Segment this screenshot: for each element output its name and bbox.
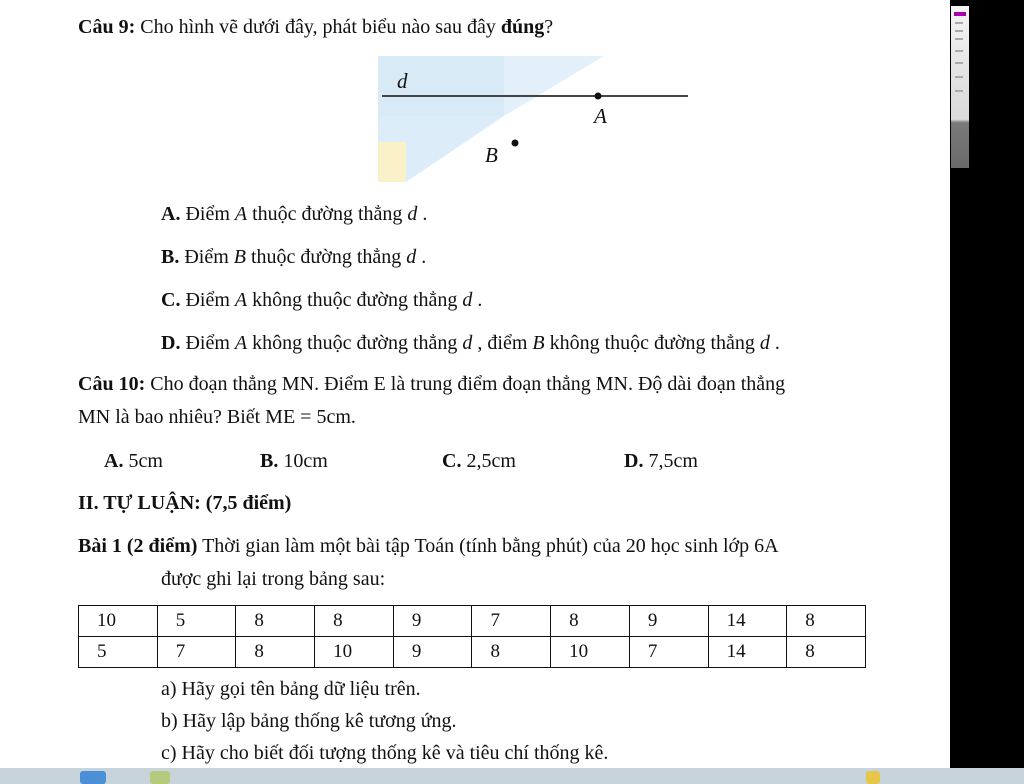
table-cell: 5 — [157, 606, 236, 637]
table-cell: 10 — [79, 606, 158, 637]
table-row — [79, 606, 866, 637]
label-a: A — [594, 104, 607, 128]
question-10-line-2: MN là bao nhiêu? Biết ME = 5cm. — [78, 406, 356, 428]
table-cell: 7 — [472, 606, 551, 637]
data-table — [78, 605, 866, 668]
taskbar-app-icon[interactable] — [150, 771, 170, 784]
table-cell: 5 — [79, 637, 158, 668]
taskbar-app-icon[interactable] — [866, 771, 880, 784]
table-cell: 8 — [551, 606, 630, 637]
q9-option-b: B. Điểm B thuộc đường thẳng d . — [161, 246, 427, 268]
q10-answer-d: D. 7,5cm — [624, 450, 698, 472]
table-cell: 8 — [787, 637, 866, 668]
table-cell: 7 — [157, 637, 236, 668]
table-cell: 9 — [393, 637, 472, 668]
geometry-figure — [376, 54, 692, 184]
table-row — [79, 637, 866, 668]
q10-answer-a: A. 5cm — [104, 450, 163, 472]
page-thumbnail[interactable] — [951, 6, 969, 168]
question-10: Câu 10: Cho đoạn thẳng MN. Điểm E là trung điểm đoạn thẳng MN. Độ dài đoạn thẳng — [78, 373, 786, 395]
exercise-1: Bài 1 (2 điểm) Thời gian làm một bài tập Toán (tính bằng phút) của 20 học sinh lớp 6A — [78, 535, 779, 557]
watermark-shape-2 — [504, 56, 604, 116]
section-heading: II. TỰ LUẬN: (7,5 điểm) — [78, 492, 292, 514]
q10-answer-c: C. 2,5cm — [442, 450, 516, 472]
thumbnail-line — [955, 38, 963, 40]
table-cell: 14 — [708, 637, 787, 668]
thumbnail-line — [955, 76, 963, 78]
thumbnail-line — [955, 62, 963, 64]
thumbnail-marker — [954, 12, 966, 16]
label-b: B — [485, 143, 498, 167]
watermark-shape-4 — [378, 142, 406, 182]
table-cell: 8 — [315, 606, 394, 637]
table-cell: 7 — [629, 637, 708, 668]
table-cell: 10 — [551, 637, 630, 668]
thumbnail-line — [955, 30, 963, 32]
sub-question-c: c) Hãy cho biết đối tượng thống kê và tiêu chí thống kê. — [161, 742, 609, 764]
thumbnail-line — [955, 50, 963, 52]
label-d: d — [397, 69, 408, 93]
table-cell: 9 — [393, 606, 472, 637]
table-cell: 14 — [708, 606, 787, 637]
sub-question-b: b) Hãy lập bảng thống kê tương ứng. — [161, 710, 457, 732]
table-cell: 10 — [315, 637, 394, 668]
exercise-1-line-2: được ghi lại trong bảng sau: — [161, 568, 386, 590]
point-a — [595, 93, 602, 100]
q9-option-c: C. Điểm A không thuộc đường thẳng d . — [161, 289, 483, 311]
table-cell: 8 — [236, 606, 315, 637]
q9-option-d: D. Điểm A không thuộc đường thẳng d , điểm B không thuộc đường thẳng d . — [161, 332, 780, 354]
taskbar-app-icon[interactable] — [80, 771, 106, 784]
table-cell: 8 — [787, 606, 866, 637]
point-b — [512, 140, 519, 147]
sub-question-a: a) Hãy gọi tên bảng dữ liệu trên. — [161, 678, 421, 700]
q10-answer-b: B. 10cm — [260, 450, 328, 472]
table-cell: 8 — [472, 637, 551, 668]
thumbnail-line — [955, 90, 963, 92]
thumbnail-line — [955, 22, 963, 24]
table-cell: 8 — [236, 637, 315, 668]
q9-option-a: A. Điểm A thuộc đường thẳng d . — [161, 203, 428, 225]
question-9: Câu 9: Cho hình vẽ dưới đây, phát biểu nào sau đây đúng? — [78, 16, 554, 38]
table-cell: 9 — [629, 606, 708, 637]
